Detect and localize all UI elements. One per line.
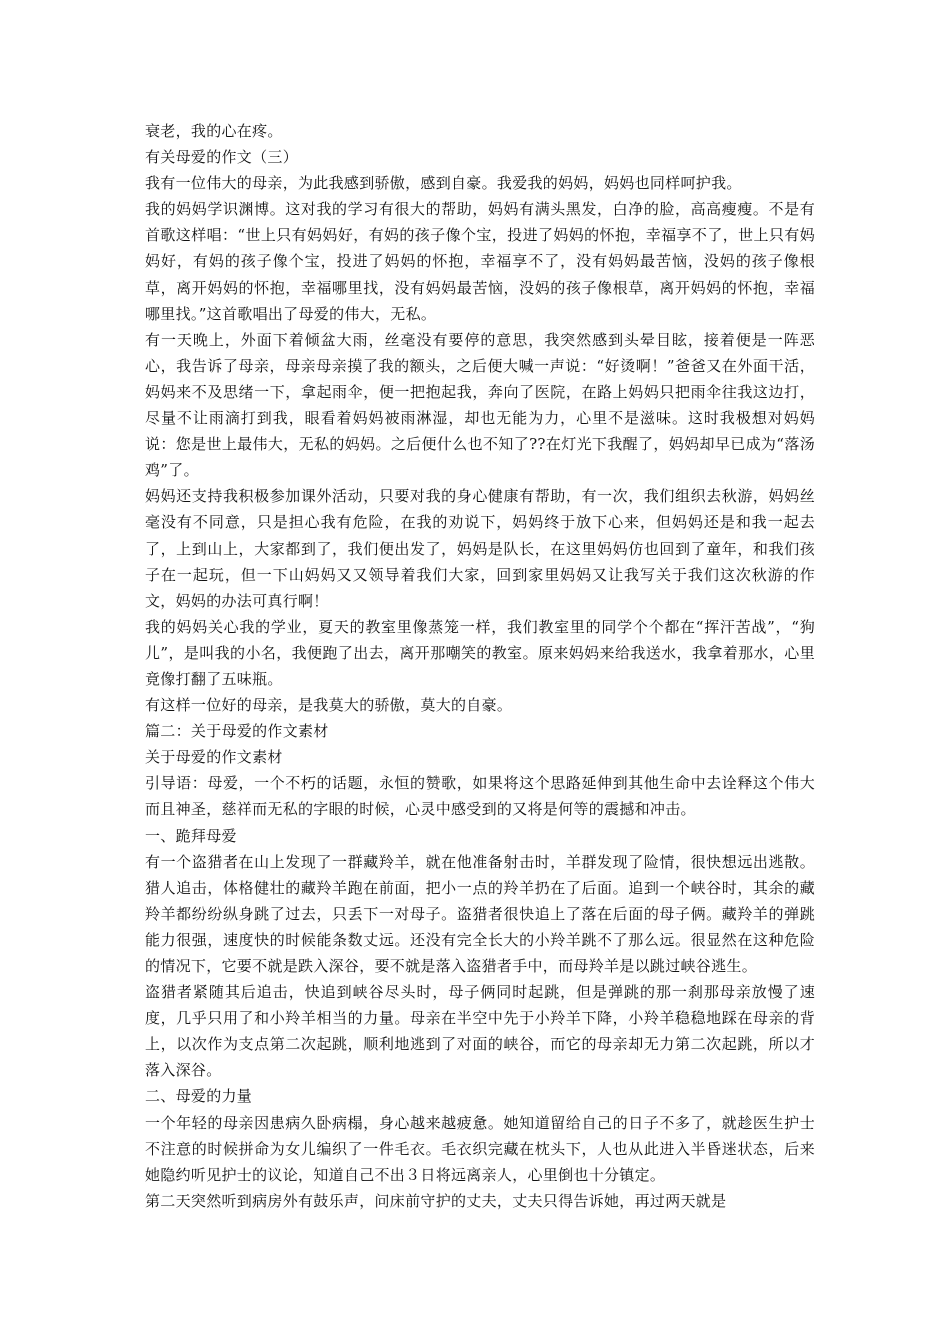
section-heading: 篇二：关于母爱的作文素材 [145,722,329,741]
paragraph: 有一天晚上，外面下着倾盆大雨，丝毫没有要停的意思，我突然感到头晕目眩，接着便是一阵恶心，我告诉了母亲，母亲母亲摸了我的额头，之后便大喊一声说：“好烫啊！”爸爸又在外面干活，妈妈来不及思绪一下，拿起雨伞，便一把抱起我，奔向了医院，在路上妈妈只把雨伞往我这边打，尽量不让雨滴打到我，眼看着妈妈被雨淋湿，却也无能为力，心里不是滋味。这时我极想对妈妈说：您是世上最伟大，无私的妈妈。之后便什么也不知了??在灯光下我醒了，妈妈却早已成为“落汤鸡”了。 [145,330,815,480]
section-heading: 关于母爱的作文素材 [145,748,283,767]
paragraph: 盗猎者紧随其后追击，快追到峡谷尽头时，母子俩同时起跳，但是弹跳的那一刹那母亲放慢了速度，几乎只用了和小羚羊相当的力量。母亲在半空中先于小羚羊下降，小羚羊稳稳地踩在母亲的背上，以次作为支点第二次起跳，顺利地逃到了对面的峡谷，而它的母亲却无力第二次起跳，所以才落入深谷。 [145,983,815,1080]
paragraph: 衰老，我的心在疼。 [145,122,283,140]
paragraph: 有这样一位好的母亲，是我莫大的骄傲，莫大的自豪。 [145,696,513,715]
paragraph: 我的妈妈学识渊博。这对我的学习有很大的帮助，妈妈有满头黑发，白净的脸，高高瘦瘦。不是有首歌这样唱：“世上只有妈妈好，有妈的孩子像个宝，投进了妈妈的怀抱，幸福享不了，世上只有妈妈好，有妈的孩子像个宝，投进了妈妈的怀抱，幸福享不了，没有妈妈最苦恼，没妈的孩子像根草，离开妈妈的怀抱，幸福哪里找，没有妈妈最苦恼，没妈的孩子像根草，离开妈妈的怀抱，幸福哪里找。”这首歌唱出了母爱的伟大，无私。 [145,200,815,323]
paragraph: 一个年轻的母亲因患病久卧病榻，身心越来越疲惫。她知道留给自己的日子不多了，就趁医生护士不注意的时候拼命为女儿编织了一件毛衣。毛衣织完藏在枕头下，人也从此进入半昏迷状态，后来她隐约听见护士的议论，知道自己不出３日将远离亲人，心里倒也十分镇定。 [145,1113,815,1184]
paragraph: 我的妈妈关心我的学业，夏天的教室里像蒸笼一样，我们教室里的同学个个都在“挥汗苦战”，“狗儿”，是叫我的小名，我便跑了出去，离开那嘲笑的教室。原来妈妈来给我送水，我拿着那水，心里竟像打翻了五味瓶。 [145,617,815,688]
paragraph: 我有一位伟大的母亲，为此我感到骄傲，感到自豪。我爱我的妈妈，妈妈也同样呵护我。 [145,174,742,193]
section-heading: 有关母爱的作文（三） [145,148,299,167]
section-heading: 一、跪拜母爱 [145,826,237,845]
paragraph: 引导语：母爱，一个不朽的话题，永恒的赞歌，如果将这个思路延伸到其他生命中去诠释这个伟大而且神圣，慈祥而无私的字眼的时候，心灵中感受到的又将是何等的震撼和冲击。 [145,774,815,819]
paragraph: 第二天突然听到病房外有鼓乐声，问床前守护的丈夫，丈夫只得告诉她，再过两天就是 [145,1191,727,1210]
document-body [145,118,815,1214]
paragraph: 有一个盗猎者在山上发现了一群藏羚羊，就在他准备射击时，羊群发现了险情，很快想远出逃散。猎人追击，体格健壮的藏羚羊跑在前面，把小一点的羚羊扔在了后面。追到一个峡谷时，其余的藏羚羊都纷纷纵身跳了过去，只丢下一对母子。盗猎者很快追上了落在后面的母子俩。藏羚羊的弹跳能力很强，速度快的时候能条数丈远。还没有完全长大的小羚羊跳不了那么远。很显然在这种危险的情况下，它要不就是跌入深谷，要不就是落入盗猎者手中，而母羚羊是以跳过峡谷逃生。 [145,852,815,975]
paragraph: 妈妈还支持我积极参加课外活动，只要对我的身心健康有帮助，有一次，我们组织去秋游，妈妈丝毫没有不同意，只是担心我有危险，在我的劝说下，妈妈终于放下心来，但妈妈还是和我一起去了，上到山上，大家都到了，我们便出发了，妈妈是队长，在这里妈妈仿也回到了童年，和我们孩子在一起玩，但一下山妈妈又又领导着我们大家，回到家里妈妈又让我写关于我们这次秋游的作文，妈妈的办法可真行啊！ [145,487,815,610]
section-heading: 二、母爱的力量 [145,1087,253,1106]
